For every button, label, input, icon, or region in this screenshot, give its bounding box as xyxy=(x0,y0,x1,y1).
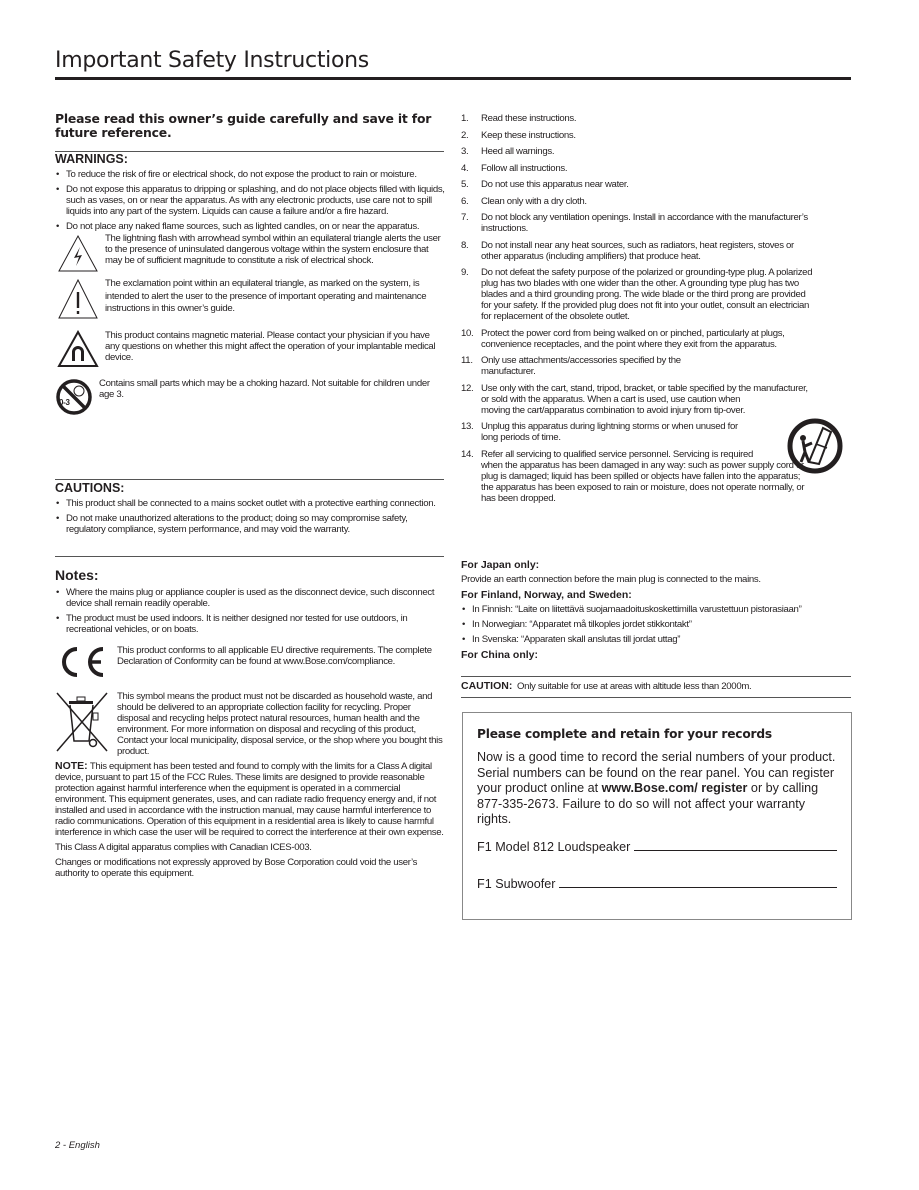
list-item: • In Finnish: “Laite on liitettävä suojamaadoituskoskettimilla varustettuun pistorasiaan” xyxy=(461,604,853,615)
item-text: moving the cart/apparatus combination to avoid injury from tip-over. xyxy=(481,404,746,416)
notes-section xyxy=(55,567,445,879)
item-number: 3. xyxy=(461,146,469,157)
list-item xyxy=(461,179,853,190)
records-heading: Please complete and retain for your records xyxy=(477,727,772,741)
nordic-list xyxy=(461,604,853,645)
weee-text: This symbol means the product must not be discarded as household waste, and should be delivered to an appropriate collection facility for recycling. Proper disposal and recycling helps protect natural resources, human health and the environment. For more information on disposal and recycling of this product, Contact your local municipality, disposal service, or the shop where you bought this product. xyxy=(117,691,443,757)
choking-hazard-icon xyxy=(55,378,93,416)
fcc-label: NOTE: xyxy=(55,760,88,772)
item-text: plug has two blades with one wider than the other. A grounding type plug has two xyxy=(481,278,799,289)
divider xyxy=(461,676,851,677)
item-text: Follow all instructions. xyxy=(481,162,568,174)
item-text: convenience receptacles, and the point where they exit from the apparatus. xyxy=(481,338,777,350)
ce-notice xyxy=(55,645,445,679)
lightning-text: The lightning flash with arrowhead symbol within an equilateral triangle alerts the user to the presence of uninsulated dangerous voltage within the system enclosure that may be of sufficient magnitude to constitute a risk of electrical shock. xyxy=(105,233,441,266)
fcc-text: This equipment has been tested and found to comply with the limits for a Class A digital device, pursuant to part 15 of the FCC Rules. These limits are designed to provide reasonable protection against harmful interference when the equipment is operated in a commercial environment. This equipment generates, uses, and can radiate radio frequency energy and, if not installed and used in accordance with the instruction manual, may cause harmful interference to radio communications. Operation of this equipment in a residential area is likely to cause harmful interference in which case the user will be required to correct the interference at their own expense. xyxy=(55,761,444,838)
list-item xyxy=(461,196,853,207)
fcc-notice xyxy=(55,761,445,838)
item-text: long periods of time. xyxy=(481,432,561,443)
list-item: • Where the mains plug or appliance coupler is used as the disconnect device, such disconnect device shall remain readily operable. xyxy=(55,587,445,609)
records-text-part: or by calling 877-335-2673. Failure to do so will not affect your warranty rights. xyxy=(477,781,819,826)
list-item xyxy=(461,130,853,141)
list-item xyxy=(461,383,853,416)
register-link[interactable]: www.Bose.com/ register xyxy=(601,781,748,795)
item-number: 13. xyxy=(461,421,474,432)
item-text: Only use attachments/accessories specified by the xyxy=(481,355,681,366)
item-text: Keep these instructions. xyxy=(481,129,576,141)
list-item xyxy=(461,355,853,377)
item-text: when the apparatus has been damaged in any way: such as power supply cord or xyxy=(481,459,804,471)
item-number: 14. xyxy=(461,448,474,460)
serial-field-subwoofer[interactable] xyxy=(477,877,837,891)
item-text: has been dropped. xyxy=(481,492,556,504)
exclamation-text: The exclamation point within an equilateral triangle, as marked on the system, is intended to alert the user to the presence of important operating and maintenance instructions in this owner’s guide. xyxy=(105,278,427,314)
page-title: Important Safety Instructions xyxy=(55,48,369,73)
item-text: for replacement of the obsolete outlet. xyxy=(481,311,630,322)
item-text: instructions. xyxy=(481,223,529,234)
list-item: • Do not expose this apparatus to dripping or splashing, and do not place objects filled with liquids, such as vases, on or near the apparatus. As with any electronic products, use care not to spill liquids into any part of the system. Liquids can cause a failure and/or a fire hazard. xyxy=(55,184,445,217)
exclamation-notice xyxy=(57,278,445,320)
list-item: • Do not place any naked flame sources, such as lighted candles, on or near the apparatus. xyxy=(55,221,445,232)
item-text: the apparatus has been exposed to rain or moisture, does not operate normally, or xyxy=(481,481,805,493)
ices-notice: This Class A digital apparatus complies with Canadian ICES-003. xyxy=(55,842,312,853)
magnet-notice xyxy=(57,330,445,368)
warnings-list xyxy=(55,169,445,232)
choking-notice xyxy=(55,378,445,416)
list-item xyxy=(461,328,853,350)
list-item xyxy=(461,267,853,322)
records-box xyxy=(462,712,852,920)
weee-crossed-bin-icon xyxy=(55,691,109,753)
japan-text: Provide an earth connection before the main plug is connected to the mains. xyxy=(461,574,761,585)
warnings-heading: WARNINGS: xyxy=(55,152,128,166)
list-item: • In Norwegian: “Apparatet må tilkoples jordet stikkontakt” xyxy=(461,619,853,630)
notes-list xyxy=(55,587,445,635)
cautions-list xyxy=(55,498,445,535)
serial-blank[interactable] xyxy=(634,840,837,851)
item-text: Do not block any ventilation openings. Install in accordance with the manufacturer’s xyxy=(481,212,808,223)
list-item: • To reduce the risk of fire or electrical shock, do not expose the product to rain or moisture. xyxy=(55,169,445,180)
regional-section xyxy=(461,560,853,661)
field-label: F1 Subwoofer xyxy=(477,877,556,891)
nordic-heading: For Finland, Norway, and Sweden: xyxy=(461,589,632,601)
item-text: Protect the power cord from being walked on or pinched, particularly at plugs, xyxy=(481,327,785,339)
item-number: 5. xyxy=(461,179,469,190)
item-text: Do not defeat the safety purpose of the polarized or grounding-type plug. A polarized xyxy=(481,267,813,278)
page-footer: 2 - English xyxy=(55,1140,100,1151)
cautions-heading: CAUTIONS: xyxy=(55,481,125,495)
ce-mark-icon xyxy=(55,645,109,679)
lightning-warning-icon xyxy=(57,233,99,275)
china-heading: For China only: xyxy=(461,649,538,661)
item-number: 4. xyxy=(461,162,469,174)
item-number: 9. xyxy=(461,267,469,278)
list-item: • Do not make unauthorized alterations to the product; doing so may compromise safety, regulatory compliance, system performance, and may void the warranty. xyxy=(55,513,445,535)
item-text: for your safety. If the provided plug does not fit into your outlet, consult an electrician xyxy=(481,300,810,311)
records-text-part: Now is a good time to record the serial numbers of your product. Serial numbers can be found on the rear panel. You can register your product online at xyxy=(477,750,836,795)
item-number: 8. xyxy=(461,239,469,251)
item-number: 10. xyxy=(461,327,474,339)
changes-notice: Changes or modifications not expressly approved by Bose Corporation could void the user’s authority to operate this equipment. xyxy=(55,857,418,879)
item-text: blades and a third grounding prong. The wide blade or the third prong are provided xyxy=(481,289,806,300)
notes-heading: Notes: xyxy=(55,567,99,583)
list-item: • In Svenska: “Apparaten skall anslutas till jordat uttag” xyxy=(461,634,853,645)
ce-text: This product conforms to all applicable EU directive requirements. The complete Declaration of Conformity can be found at www.Bose.com/compliance. xyxy=(117,645,432,667)
cart-tipover-warning-icon xyxy=(787,418,843,474)
item-number: 7. xyxy=(461,212,469,223)
serial-field-loudspeaker[interactable] xyxy=(477,840,837,854)
item-number: 6. xyxy=(461,195,469,207)
records-text xyxy=(477,750,842,828)
choking-text: Contains small parts which may be a choking hazard. Not suitable for children under age 3. xyxy=(99,378,430,400)
item-text: Clean only with a dry cloth. xyxy=(481,195,587,207)
list-item: • This product shall be connected to a mains socket outlet with a protective earthing connection. xyxy=(55,498,445,509)
list-item xyxy=(461,212,853,234)
list-item xyxy=(461,240,853,262)
item-text: manufacturer. xyxy=(481,366,536,377)
list-item xyxy=(461,146,853,157)
list-item xyxy=(461,163,853,174)
item-text: Unplug this apparatus during lightning storms or when unused for xyxy=(481,421,738,432)
divider xyxy=(461,697,851,698)
lead-heading: Please read this owner’s guide carefully and save it for future reference. xyxy=(55,111,432,140)
title-divider xyxy=(55,77,851,80)
item-text: Read these instructions. xyxy=(481,113,577,124)
item-text: Use only with the cart, stand, tripod, bracket, or table specified by the manufacturer, xyxy=(481,382,808,394)
item-number: 12. xyxy=(461,382,474,394)
magnet-text: This product contains magnetic material. Please contact your physician if you have any questions on whether this might affect the operation of your implantable medical device. xyxy=(105,330,436,363)
item-text: Do not install near any heat sources, such as radiators, heat registers, stoves or xyxy=(481,239,794,251)
magnet-warning-icon xyxy=(57,330,99,368)
lightning-notice xyxy=(57,233,445,275)
warnings-section xyxy=(55,154,445,416)
item-text: plug is damaged; liquid has been spilled or objects have fallen into the apparatus; xyxy=(481,470,801,482)
weee-notice xyxy=(55,691,445,757)
china-caution xyxy=(461,681,751,692)
caution-text: Only suitable for use at areas with altitude less than 2000m. xyxy=(517,681,752,692)
japan-heading: For Japan only: xyxy=(461,559,540,571)
list-item: • The product must be used indoors. It is neither designed nor tested for use outdoors, in recreational vehicles, or on boats. xyxy=(55,613,445,635)
divider xyxy=(55,556,444,557)
item-text: Heed all warnings. xyxy=(481,146,555,157)
item-text: Refer all servicing to qualified service personnel. Servicing is required xyxy=(481,448,754,460)
divider xyxy=(55,479,444,480)
item-number: 1. xyxy=(461,113,469,124)
serial-blank[interactable] xyxy=(559,877,837,888)
item-number: 11. xyxy=(461,355,473,366)
list-item xyxy=(461,113,853,124)
svg-text:0-3: 0-3 xyxy=(59,398,70,407)
field-label: F1 Model 812 Loudspeaker xyxy=(477,840,631,854)
item-text: other apparatus (including amplifiers) that produce heat. xyxy=(481,250,701,262)
caution-label: CAUTION: xyxy=(461,680,513,692)
cautions-section xyxy=(55,483,445,539)
item-text: Do not use this apparatus near water. xyxy=(481,179,629,190)
item-number: 2. xyxy=(461,129,469,141)
item-text: or sold with the apparatus. When a cart is used, use caution when xyxy=(481,393,741,405)
exclamation-warning-icon xyxy=(57,278,99,320)
